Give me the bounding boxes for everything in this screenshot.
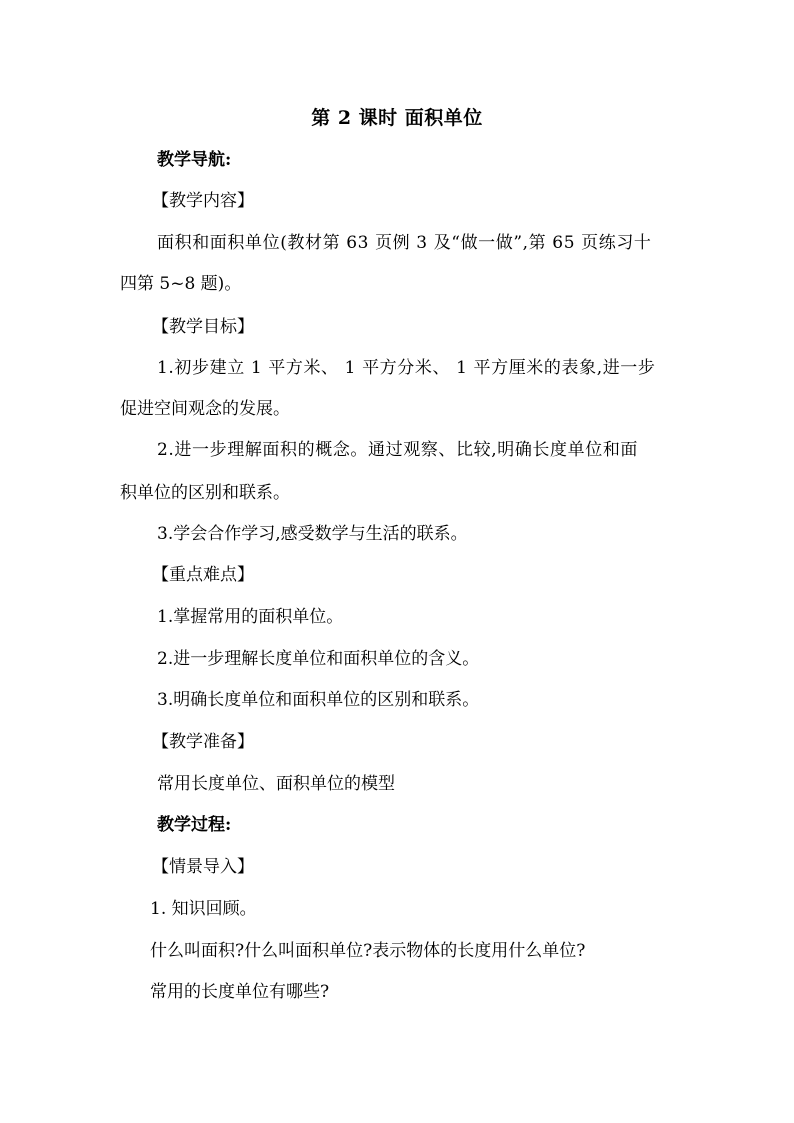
goal-2-line2: 积单位的区别和联系。 — [120, 483, 290, 503]
heading-teaching-goals: 【教学目标】 — [152, 317, 254, 337]
intro-step-1: 1. 知识回顾。 — [150, 899, 257, 919]
goal-3: 3.学会合作学习,感受数学与生活的联系。 — [157, 524, 468, 544]
heading-preparation: 【教学准备】 — [152, 732, 254, 752]
heading-teaching-content: 【教学内容】 — [152, 191, 254, 211]
goal-1-line1: 1.初步建立 1 平方米、 1 平方分米、 1 平方厘米的表象,进一步 — [157, 358, 656, 378]
intro-question-1: 什么叫面积?什么叫面积单位?表示物体的长度用什么单位? — [150, 941, 586, 961]
preparation-text: 常用长度单位、面积单位的模型 — [157, 774, 395, 794]
section-heading-guide: 教学导航: — [157, 150, 232, 170]
paragraph-content-line1: 面积和面积单位(教材第 63 页例 3 及“做一做”,第 65 页练习十 — [157, 233, 652, 253]
goal-1-line2: 促进空间观念的发展。 — [120, 399, 290, 419]
heading-key-points: 【重点难点】 — [152, 565, 254, 585]
goal-2-line1: 2.进一步理解面积的概念。通过观察、比较,明确长度单位和面 — [157, 440, 639, 460]
key-point-3: 3.明确长度单位和面积单位的区别和联系。 — [157, 690, 480, 710]
paragraph-content-line2: 四第 5~8 题)。 — [120, 274, 242, 294]
key-point-1: 1.掌握常用的面积单位。 — [157, 607, 344, 627]
page-title: 第 2 课时 面积单位 — [311, 107, 483, 129]
key-point-2: 2.进一步理解长度单位和面积单位的含义。 — [157, 649, 480, 669]
intro-question-2: 常用的长度单位有哪些? — [150, 982, 330, 1002]
heading-scenario-intro: 【情景导入】 — [152, 857, 254, 877]
section-heading-process: 教学过程: — [157, 815, 232, 835]
